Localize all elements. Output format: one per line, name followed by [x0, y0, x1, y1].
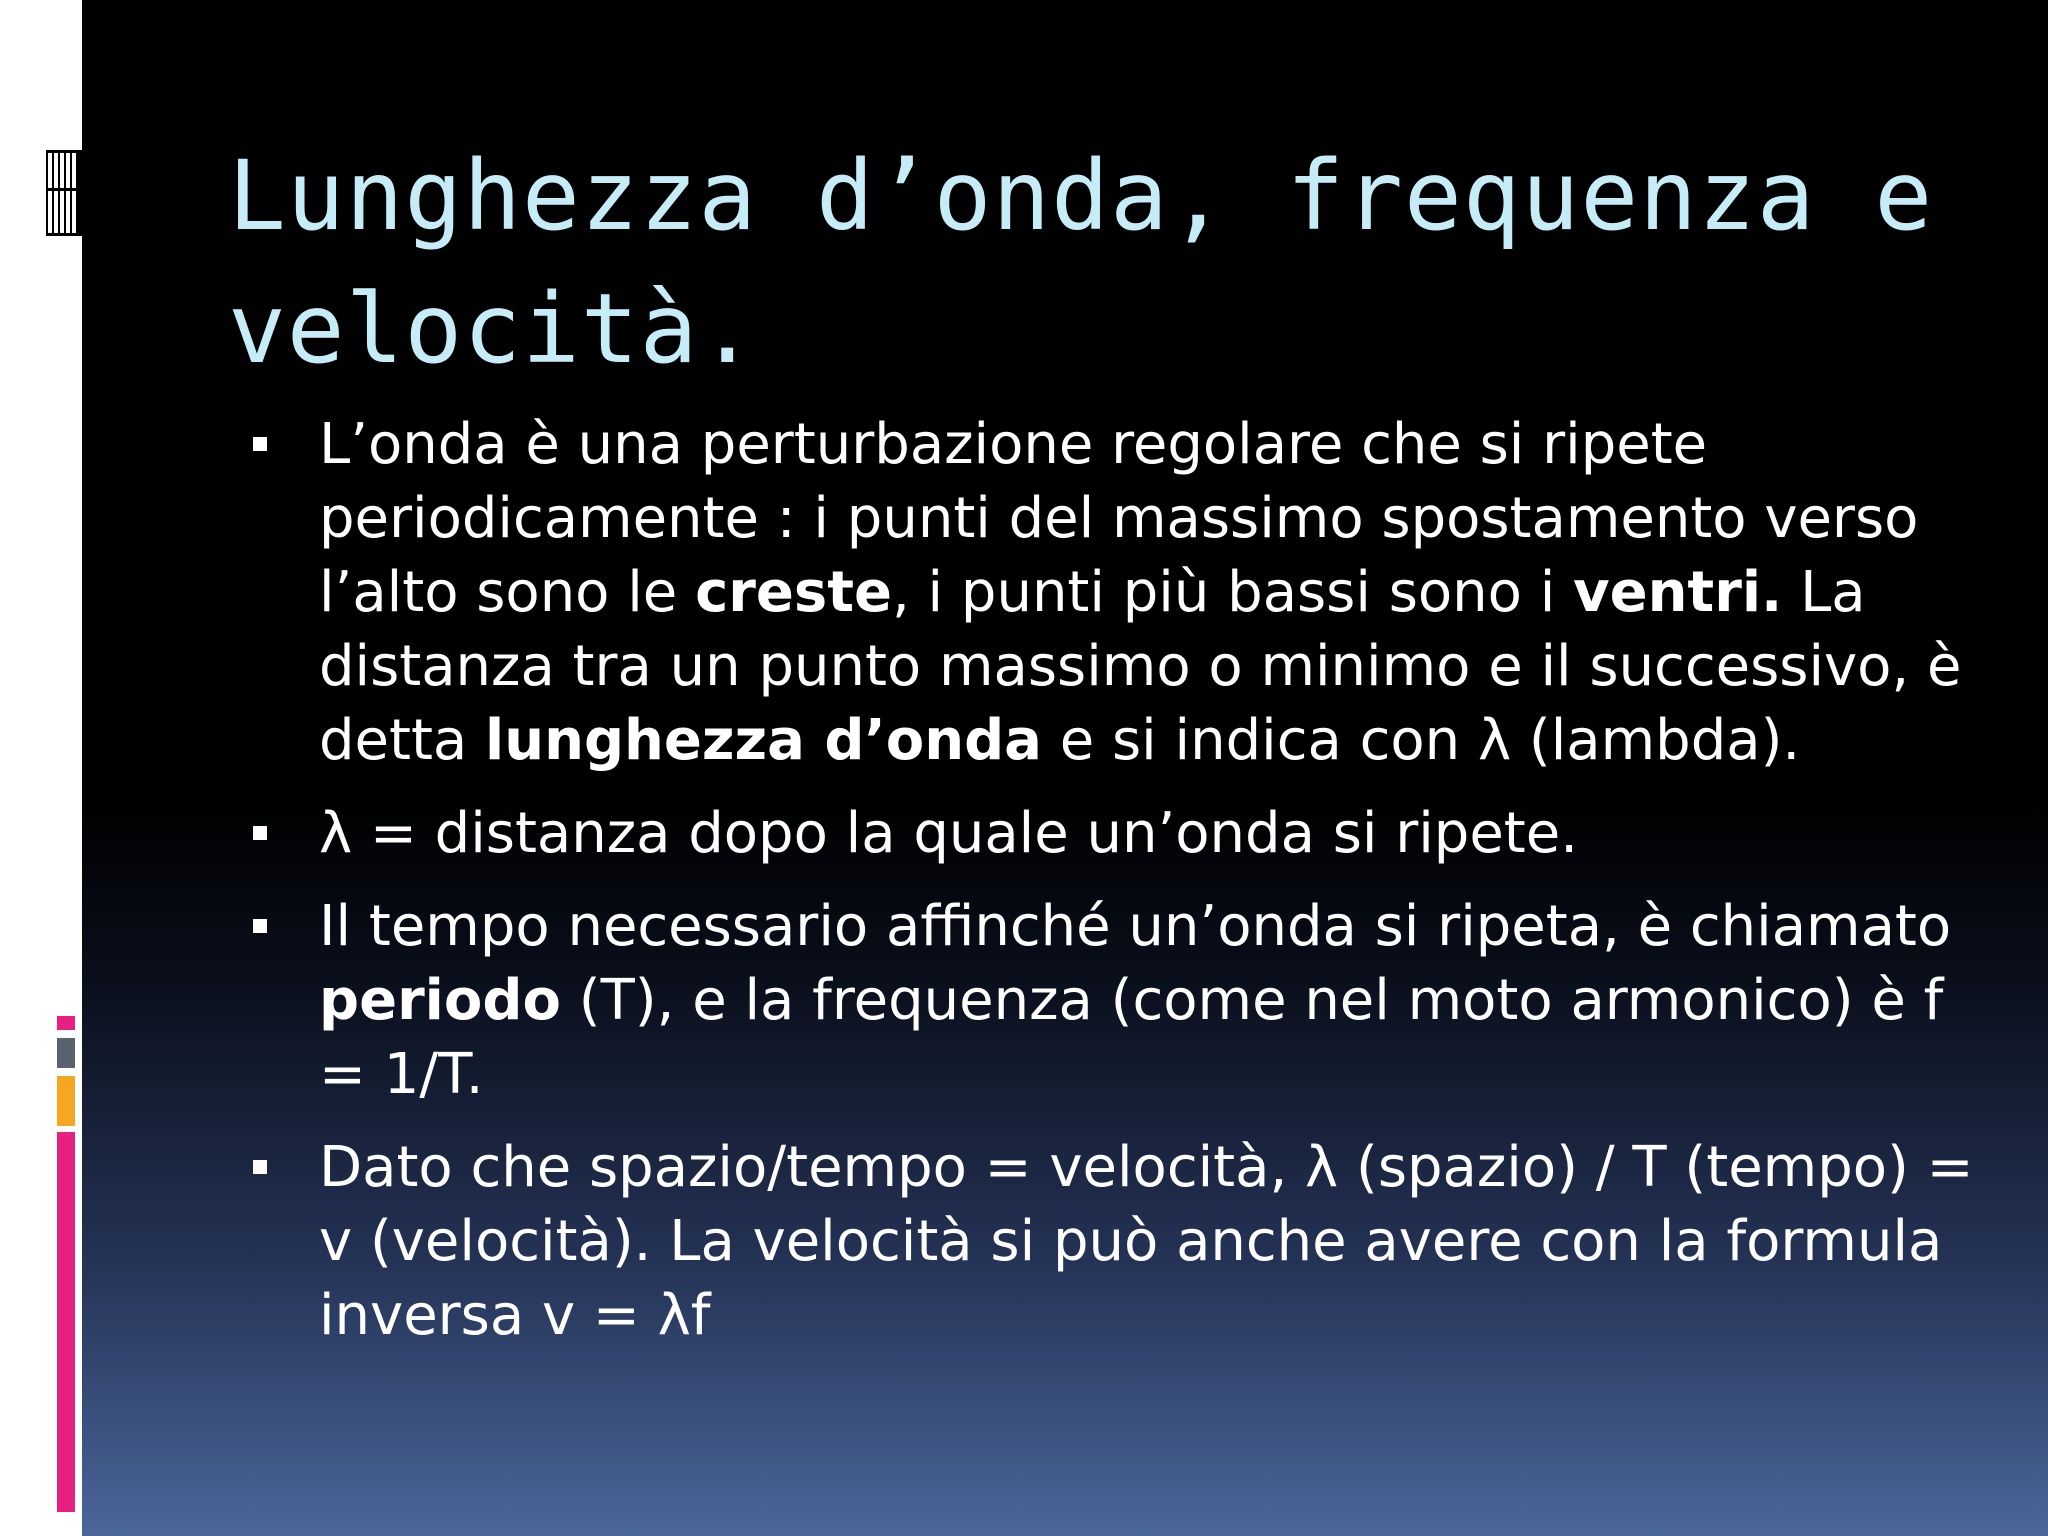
accent-bar-orange [57, 1076, 75, 1126]
bullet-text: λ = distanza dopo la quale un’onda si ripete. [319, 801, 1579, 866]
slide-title: Lunghezza d’onda, frequenza e velocità. [228, 140, 1934, 385]
bullet-item [245, 797, 2005, 871]
left-decoration-strip [0, 0, 82, 1536]
square-bullet-icon [253, 919, 267, 933]
bullet-item [245, 408, 2005, 778]
bold-term: periodo [319, 968, 561, 1033]
bullet-text: (T), e la frequenza (come nel moto armonico) è f = 1/T. [319, 968, 1944, 1107]
bullet-text: Dato che spazio/tempo = velocità, λ (spazio) / T (tempo) = v (velocità). La velocità si può anche avere con la formula inversa v = λf [319, 1135, 1974, 1348]
slide-content [82, 0, 2048, 1536]
bullet-text: , i punti più bassi sono i [891, 560, 1574, 625]
accent-bar-pink-long [57, 1132, 75, 1512]
square-bullet-icon [253, 1160, 267, 1174]
bullet-list [245, 408, 2005, 1372]
bullet-item [245, 890, 2005, 1112]
square-bullet-icon [253, 826, 267, 840]
bold-term: ventri. [1573, 560, 1783, 625]
bullet-text: La distanza tra un punto massimo o minimo e il successivo, è detta [319, 560, 1962, 773]
bold-term: creste [695, 560, 892, 625]
bullet-text: e si indica con λ (lambda). [1041, 708, 1801, 773]
grid-lines-decoration [46, 150, 82, 236]
accent-bar-pink-top [57, 1016, 75, 1030]
bullet-text: Il tempo necessario affinché un’onda si ripeta, è chiamato [319, 894, 1952, 959]
bold-term: lunghezza d’onda [485, 708, 1042, 773]
square-bullet-icon [253, 437, 267, 451]
accent-bar-gray [57, 1038, 75, 1068]
bullet-item [245, 1131, 2005, 1353]
bullet-text: L’onda è una perturbazione regolare che si ripete periodicamente : i punti del massimo spostamento verso l’alto sono le [319, 412, 1919, 625]
color-bars-decoration [57, 1016, 75, 1512]
